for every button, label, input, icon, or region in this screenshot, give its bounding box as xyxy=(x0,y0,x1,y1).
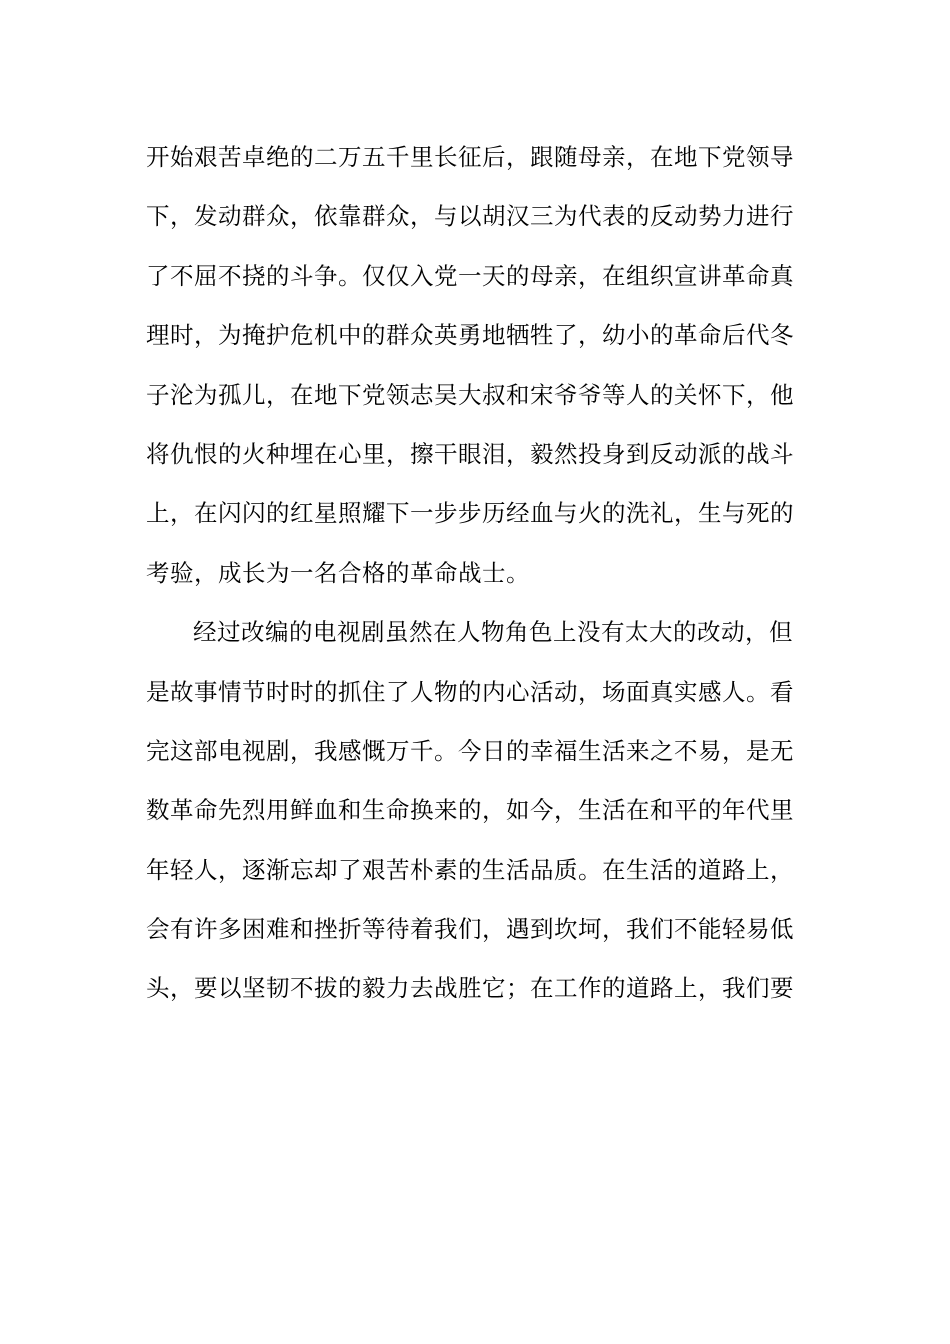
text-line: 上，在闪闪的红星照耀下一步步历经血与火的洗礼，生与死的 xyxy=(146,499,794,528)
text-line: 下，发动群众，依靠群众，与以胡汉三为代表的反动势力进行 xyxy=(146,202,794,231)
text-line: 年轻人，逐渐忘却了艰苦朴素的生活品质。在生活的道路上， xyxy=(146,855,794,884)
text-line: 了不屈不挠的斗争。仅仅入党一天的母亲，在组织宣讲革命真 xyxy=(146,261,794,290)
text-line: 头，要以坚韧不拔的毅力去战胜它；在工作的道路上，我们要 xyxy=(146,974,794,1003)
text-line: 子沦为孤儿，在地下党领志吴大叔和宋爷爷等人的关怀下，他 xyxy=(146,380,794,409)
text-line: 数革命先烈用鲜血和生命换来的，如今，生活在和平的年代里 xyxy=(146,796,794,825)
text-line: 是故事情节时时的抓住了人物的内心活动，场面真实感人。看 xyxy=(146,677,794,706)
text-line: 理时，为掩护危机中的群众英勇地牺牲了，幼小的革命后代冬 xyxy=(146,321,794,350)
body-text xyxy=(146,128,810,1019)
text-line: 将仇恨的火种埋在心里，擦干眼泪，毅然投身到反动派的战斗 xyxy=(146,439,794,468)
text-line: 开始艰苦卓绝的二万五千里长征后，跟随母亲，在地下党领导 xyxy=(146,143,794,171)
text-line: 完这部电视剧，我感慨万千。今日的幸福生活来之不易，是无 xyxy=(146,736,794,765)
text-line: 考验，成长为一名合格的革命战士。 xyxy=(146,558,530,587)
text-line: 经过改编的电视剧虽然在人物角色上没有太大的改动，但 xyxy=(193,618,793,647)
paragraph-2 xyxy=(146,603,810,1019)
paragraph-1 xyxy=(146,128,810,603)
text-line: 会有许多困难和挫折等待着我们，遇到坎坷，我们不能轻易低 xyxy=(146,915,794,944)
